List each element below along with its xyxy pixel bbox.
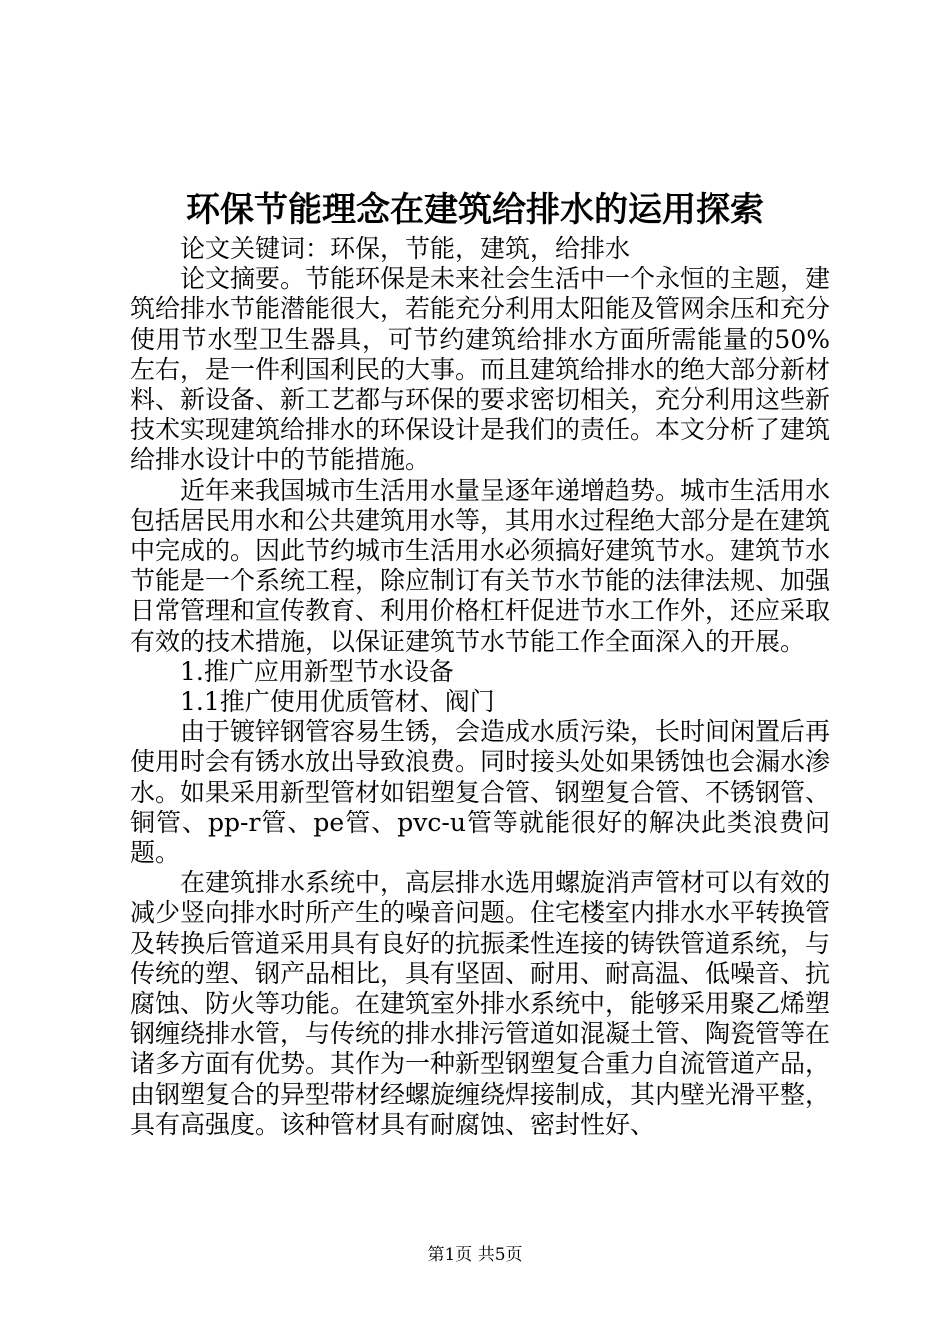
section-heading-1: 1.推广应用新型节水设备 <box>180 656 454 686</box>
body-paragraph: 由于镀锌钢管容易生锈，会造成水质污染，长时间闲置后再使用时会有锈水放出导致浪费。同时接头处如果锈蚀也会漏水渗水。如果采用新型管材如铝塑复合管、钢塑复合管、不锈钢管、铜管、pp-r管、pe管、pvc-u管等就能很好的解决此类浪费问题。 <box>130 717 831 868</box>
section-heading-1-1: 1.1推广使用优质管材、阀门 <box>180 687 495 717</box>
document-title: 环保节能理念在建筑给排水的运用探索 <box>186 190 764 230</box>
body-paragraph: 在建筑排水系统中，高层排水选用螺旋消声管材可以有效的减少竖向排水时所产生的噪音问题。住宅楼室内排水水平转换管及转换后管道采用具有良好的抗振柔性连接的铸铁管道系统，与传统的塑、钢产品相比，具有坚固、耐用、耐高温、低噪音、抗腐蚀、防火等功能。在建筑室外排水系统中，能够采用聚乙烯塑钢缠绕排水管，与传统的排水排污管道如混凝土管、陶瓷管等在诸多方面有优势。其作为一种新型钢塑复合重力自流管道产品，由钢塑复合的异型带材经螺旋缠绕焊接制成，其内壁光滑平整，具有高强度。该种管材具有耐腐蚀、密封性好、 <box>130 868 831 1139</box>
keywords-line: 论文关键词：环保，节能，建筑，给排水 <box>180 234 631 263</box>
abstract-paragraph: 论文摘要。节能环保是未来社会生活中一个永恒的主题，建筑给排水节能潜能很大，若能充分利用太阳能及管网余压和充分使用节水型卫生器具，可节约建筑给排水方面所需能量的50%左右，是一件利国利民的大事。而且建筑给排水的绝大部分新材料、新设备、新工艺都与环保的要求密切相关，充分利用这些新技术实现建筑给排水的环保设计是我们的责任。本文分析了建筑给排水设计中的节能措施。 <box>130 264 831 475</box>
intro-paragraph: 近年来我国城市生活用水量呈逐年递增趋势。城市生活用水包括居民用水和公共建筑用水等，其用水过程绝大部分是在建筑中完成的。因此节约城市生活用水必须搞好建筑节水。建筑节水节能是一个系统工程，除应制订有关节水节能的法律法规、加强日常管理和宣传教育、利用价格杠杆促进节水工作外，还应采取有效的技术措施，以保证建筑节水节能工作全面深入的开展。 <box>130 475 831 656</box>
document-body <box>130 234 830 1140</box>
page-footer: 第1页 共5页 <box>427 1245 523 1265</box>
